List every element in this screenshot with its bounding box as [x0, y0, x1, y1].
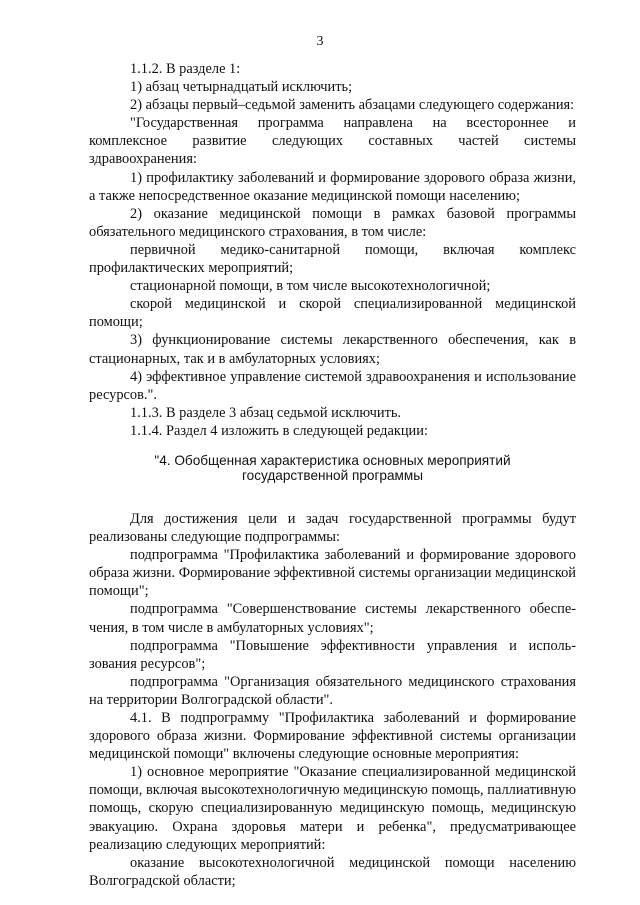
paragraph-subprogram-drugs: подпрограмма "Совершенствование системы лекарственного обеспечения, в том числе в амбулаторных условиях"; — [89, 601, 576, 636]
paragraph-4-1: 4.1. В подпрограмму "Профилактика заболеваний и формирование здорового образа жизни. Формирование эффективной системы организации медицинской помощи" включены следующие основные мероприятия: — [89, 710, 576, 763]
paragraph-item-1: 1) абзац четырнадцатый исключить; — [130, 79, 353, 96]
paragraph-list-1: 1) профилактику заболеваний и формирование здорового образа жизни, а также непосредственное оказание медицинской помощи населению; — [89, 169, 576, 204]
section-heading-line-1: "4. Обобщенная характеристика основных мероприятий — [154, 452, 511, 468]
section-heading-line-2: государственной программы — [241, 468, 424, 484]
paragraph-subprogram-insurance: подпрограмма "Организация обязательного медицинского страхования на территории Волгоградской области". — [89, 673, 576, 708]
document-body — [89, 60, 576, 890]
paragraph-1-1-4: 1.1.4. Раздел 4 изложить в следующей редакции: — [130, 422, 428, 439]
heading-spacer — [89, 484, 576, 510]
paragraph-1-1-3: 1.1.3. В разделе 3 абзац седьмой исключить. — [130, 404, 402, 421]
section-heading — [89, 453, 576, 484]
paragraph-list-4: 4) эффективное управление системой здравоохранения и использование ресурсов.". — [89, 368, 576, 403]
paragraph-list-2: 2) оказание медицинской помощи в рамках базовой программы обязательного медицинского страхования, в том числе: — [89, 205, 576, 240]
paragraph-subprograms-intro: Для достижения цели и задач государственной программы будут реализованы следующие подпрограммы: — [89, 510, 576, 546]
paragraph-main-activity-1: 1) основное мероприятие "Оказание специализированной медицинской помощи, включая высокотехнологичную медицинскую помощь, паллиативную помощь, скорую специализированную медицинскую помощь, медицинскую эвакуацию. Охрана здоровья матери и ребенка", предусматривающее реализацию следующих мероприятий: — [89, 764, 576, 853]
paragraph-1-1-2: 1.1.2. В разделе 1: — [130, 61, 241, 77]
paragraph-subprogram-prevention: подпрограмма "Профилактика заболеваний и формирование здорового образа жизни. Формирование эффективной системы организации медицинской помощи"; — [89, 547, 576, 600]
page-number: 3 — [316, 34, 324, 49]
paragraph-inpatient-care: стационарной помощи, в том числе высокотехнологичной; — [130, 278, 491, 295]
paragraph-list-3: 3) функционирование системы лекарственного обеспечения, как в стационарных, так и в амбулаторных условиях; — [89, 332, 576, 367]
paragraph-program-intro: "Государственная программа направлена на всестороннее и комплексное развитие следующих составных частей системы здравоохранения: — [89, 115, 576, 168]
paragraph-emergency-care: скорой медицинской и скорой специализированной медицинской помощи; — [89, 296, 576, 331]
paragraph-item-2: 2) абзацы первый–седьмой заменить абзацами следующего содержания: — [130, 97, 575, 114]
paragraph-high-tech-care: оказание высокотехнологичной медицинской помощи населению Волгоградской области; — [89, 854, 576, 889]
paragraph-primary-care: первичной медико-санитарной помощи, включая комплекс профилактических мероприятий; — [89, 241, 576, 277]
paragraph-subprogram-management: подпрограмма "Повышение эффективности управления и использования ресурсов"; — [89, 637, 576, 672]
